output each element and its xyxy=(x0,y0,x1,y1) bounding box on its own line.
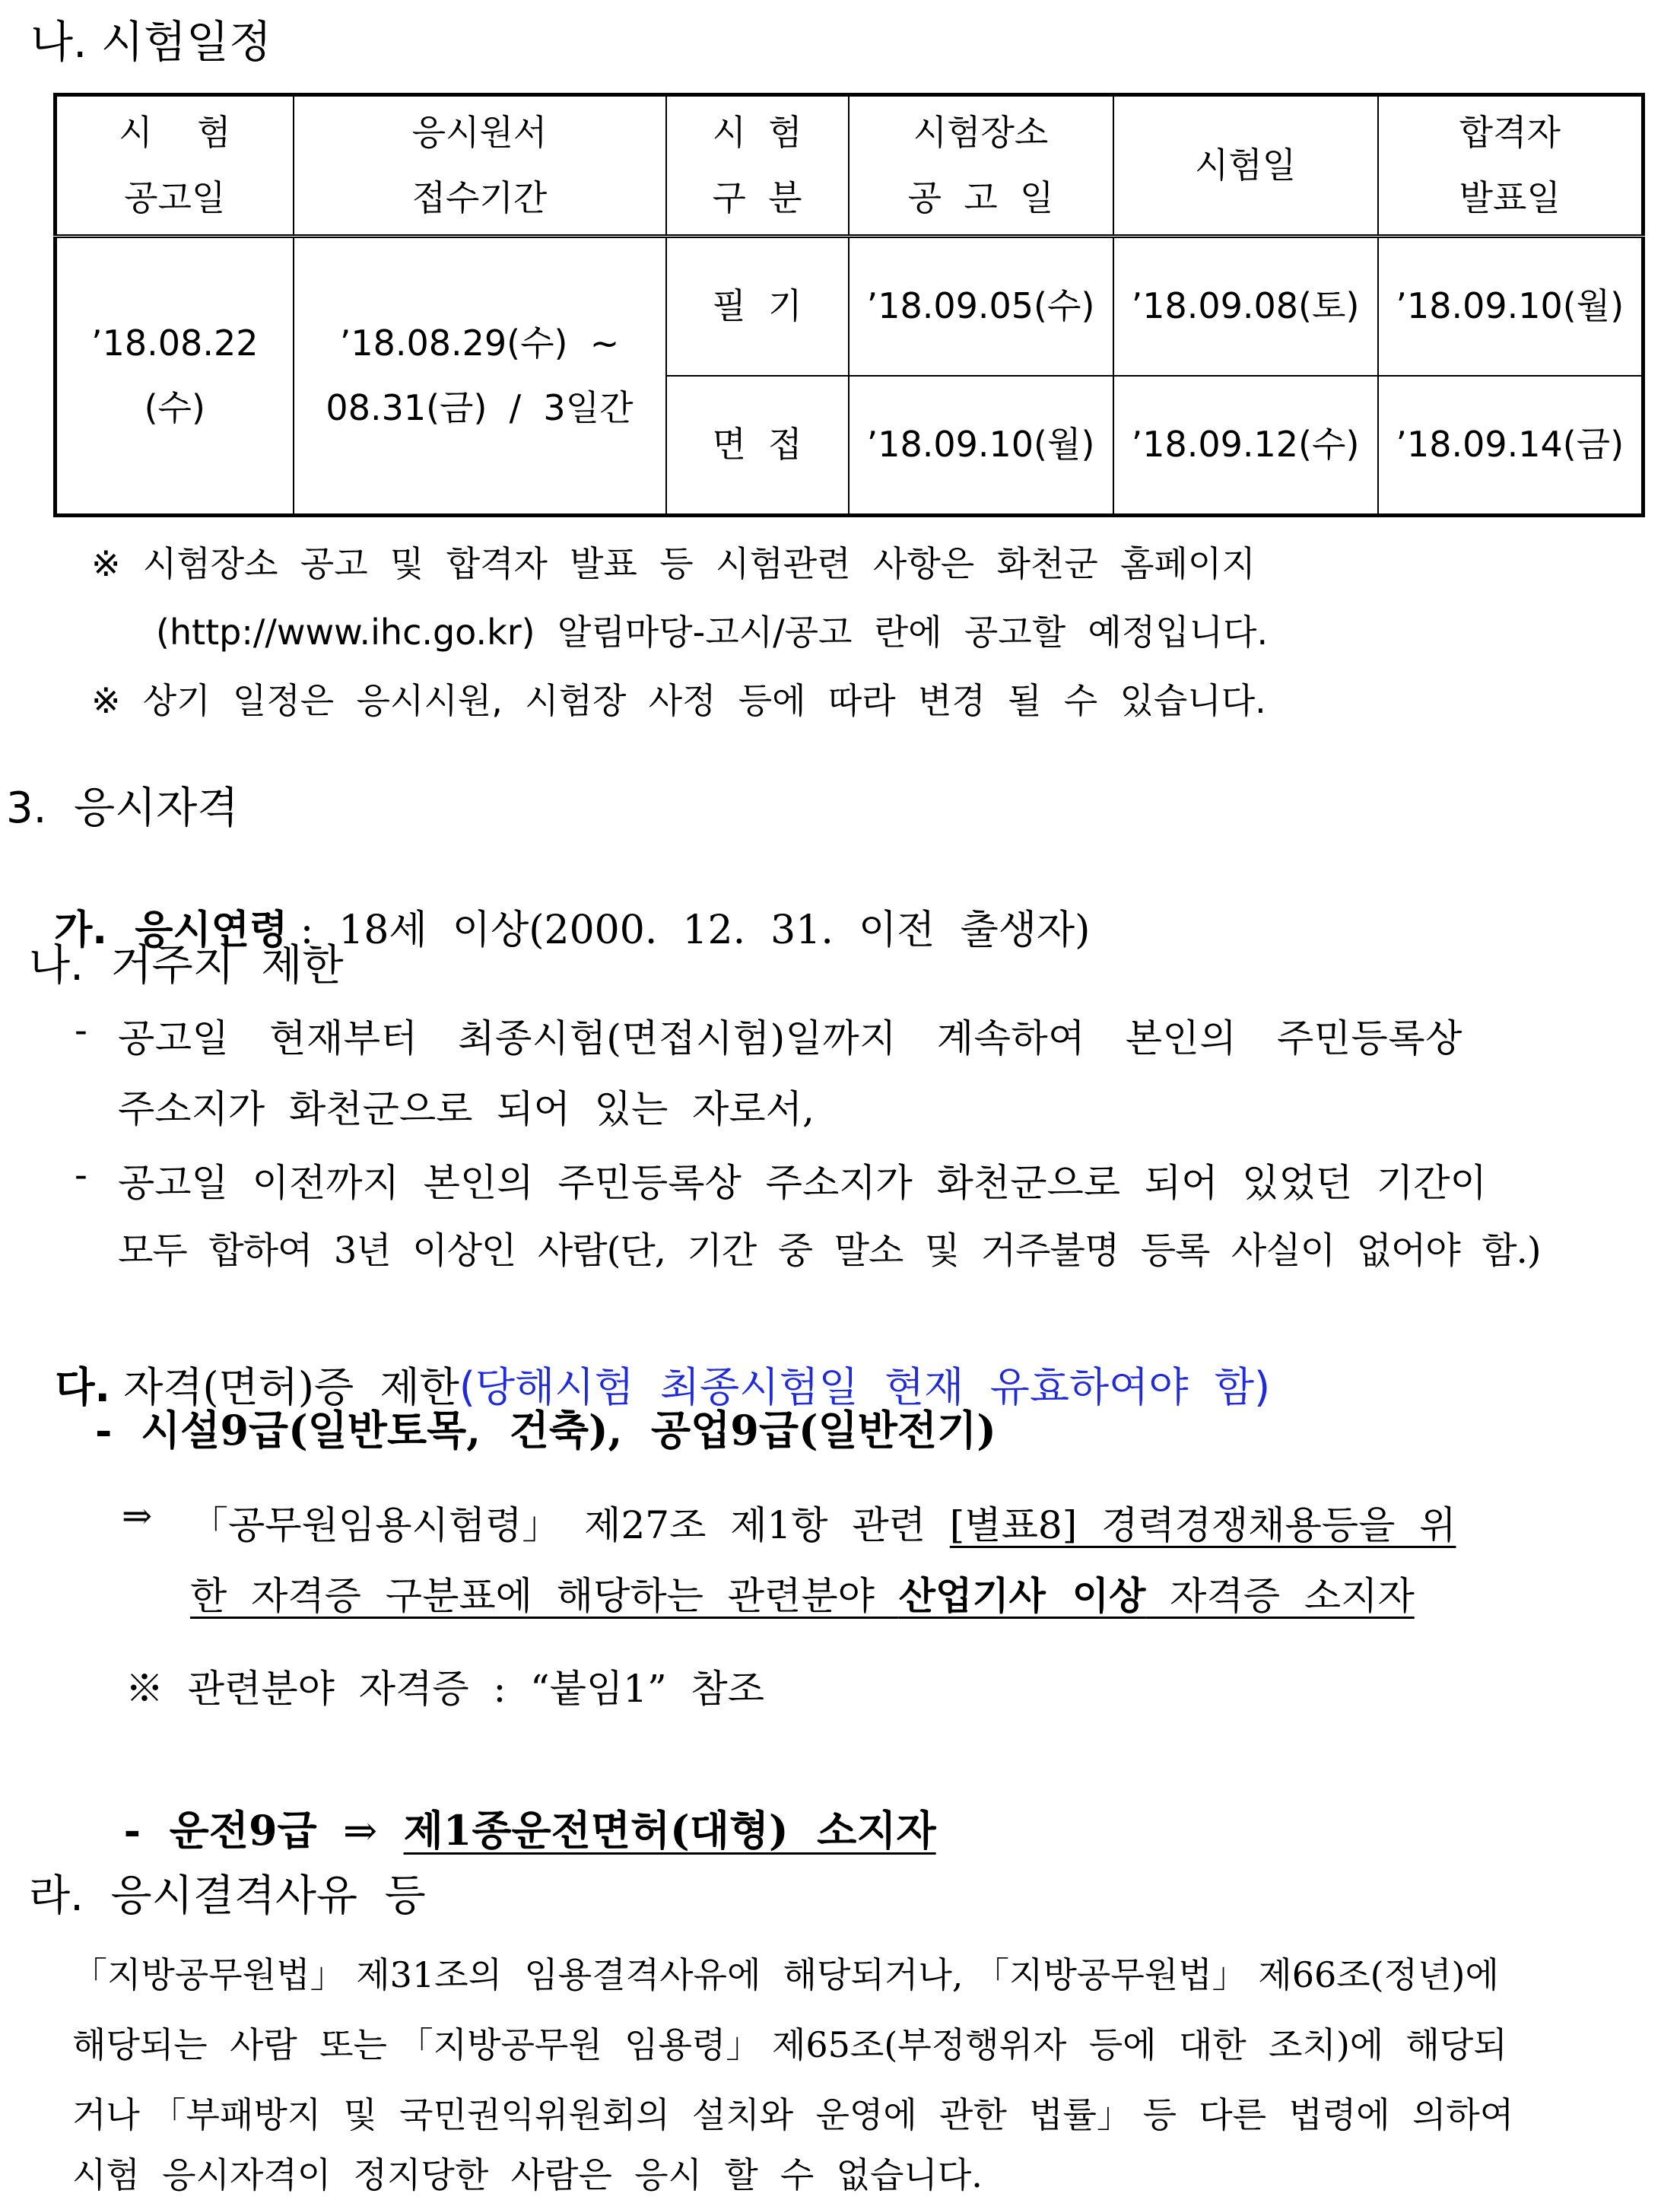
header-exam-type: 시 험 구 분 xyxy=(666,95,849,237)
disqualification-line-4: 시험 응시자격이 정지당한 사람은 응시 할 수 없습니다. xyxy=(72,2154,983,2195)
license-label: 다. xyxy=(55,1363,111,1411)
residence-title: 나. 거주지 제한 xyxy=(29,941,344,990)
qualification-title: 3. 응시자격 xyxy=(6,784,239,833)
header-exam-date: 시험일 xyxy=(1113,95,1378,237)
schedule-title: 나. 시험일정 xyxy=(30,16,272,68)
header-venue-notice: 시험장소 공 고 일 xyxy=(849,95,1113,237)
disqualification-line-2: 해당되는 사람 또는 「지방공무원 임용령」 제65조(부정행위자 등에 대한 조치)에 해당되 xyxy=(72,2024,1507,2065)
cell-venue-notice: ’18.09.05(수) xyxy=(849,237,1113,377)
cell-venue-notice: ’18.09.10(월) xyxy=(849,376,1113,516)
age-label: 가. 응시연령 xyxy=(54,908,288,953)
facility-title: - 시설9급(일반토목, 건축), 공업9급(일반전기) xyxy=(95,1406,996,1454)
cell-exam-date: ’18.09.12(수) xyxy=(1113,376,1378,516)
cell-application-period: ’18.08.29(수) ~ 08.31(금) / 3일간 xyxy=(294,237,666,516)
driver-arrow-icon: ⇒ xyxy=(316,1807,404,1855)
disqualification-line-3: 거나 「부패방지 및 국민권익위원회의 설치와 운영에 관한 법률」 등 다른 법령에 의하여 xyxy=(72,2094,1514,2135)
arrow-icon: ⇒ xyxy=(122,1495,153,1537)
age-text: : 18세 이상(2000. 12. 31. 이전 출생자) xyxy=(287,908,1091,953)
cell-exam-date: ’18.09.08(토) xyxy=(1113,237,1378,377)
schedule-row-written xyxy=(56,237,1643,377)
driver-label: - 운전9급 xyxy=(123,1806,317,1855)
residence-item-2: 공고일 이전까지 본인의 주민등록상 주소지가 화천군으로 되어 있었던 기간이 xyxy=(118,1161,1487,1205)
header-application-period: 응시원서 접수기간 xyxy=(294,95,666,237)
schedule-note-1: ※ 시험장소 공고 및 합격자 발표 등 시험관련 사항은 화천군 홈페이지 xyxy=(91,543,1256,584)
disqualification-title: 라. 응시결격사유 등 xyxy=(29,1871,426,1921)
schedule-header-row xyxy=(56,95,1643,237)
header-result-date: 합격자 발표일 xyxy=(1378,95,1643,237)
schedule-note-2: ※ 상기 일정은 응시시원, 시험장 사정 등에 따라 변경 될 수 있습니다. xyxy=(91,680,1266,721)
residence-item-1-cont: 주소지가 화천군으로 되어 있는 자로서, xyxy=(118,1087,815,1131)
residence-dash-1: - xyxy=(75,1008,87,1052)
facility-line-2: 한 자격증 구분표에 해당하는 관련분야 산업기사 이상 자격증 소지자 xyxy=(190,1573,1415,1618)
license-title xyxy=(29,1307,1270,1413)
residence-item-2-cont: 모두 합하여 3년 이상인 사람(단, 기간 중 말소 및 거주불명 등록 사실이 없어야 함.) xyxy=(118,1229,1541,1272)
cell-exam-type: 필 기 xyxy=(666,237,849,377)
schedule-note-1-cont: (http://www.ihc.go.kr) 알림마당-고시/공고 란에 공고할 예정입니다. xyxy=(156,612,1269,653)
residence-item-1: 공고일 현재부터 최종시험(면접시험)일까지 계속하여 본인의 주민등록상 xyxy=(118,1016,1462,1060)
residence-dash-2: - xyxy=(75,1152,87,1197)
cell-result-date: ’18.09.10(월) xyxy=(1378,237,1643,377)
facility-line-1: 「공무원임용시험령」 제27조 제1항 관련 [별표8] 경력경쟁채용등을 위 xyxy=(190,1503,1456,1547)
cell-exam-type: 면 접 xyxy=(666,376,849,516)
cell-notice-date: ’18.08.22 (수) xyxy=(56,237,294,516)
driver-line xyxy=(95,1750,936,1857)
license-title-text: 자격(면허)증 제한 xyxy=(110,1363,459,1411)
driver-license-text: 제1종운전면허(대형) 소지자 xyxy=(403,1806,936,1855)
license-note: (당해시험 최종시험일 현재 유효하여야 함) xyxy=(459,1363,1271,1411)
cell-result-date: ’18.09.14(금) xyxy=(1378,376,1643,516)
header-notice-date: 시 험 공고일 xyxy=(56,95,294,237)
schedule-table xyxy=(53,93,1645,517)
disqualification-line-1: 「지방공무원법」 제31조의 임용결격사유에 해당되거나, 「지방공무원법」 제66조(정년)에 xyxy=(72,1954,1499,1995)
related-license-note: ※ 관련분야 자격증 : “붙임1” 참조 xyxy=(125,1667,765,1711)
